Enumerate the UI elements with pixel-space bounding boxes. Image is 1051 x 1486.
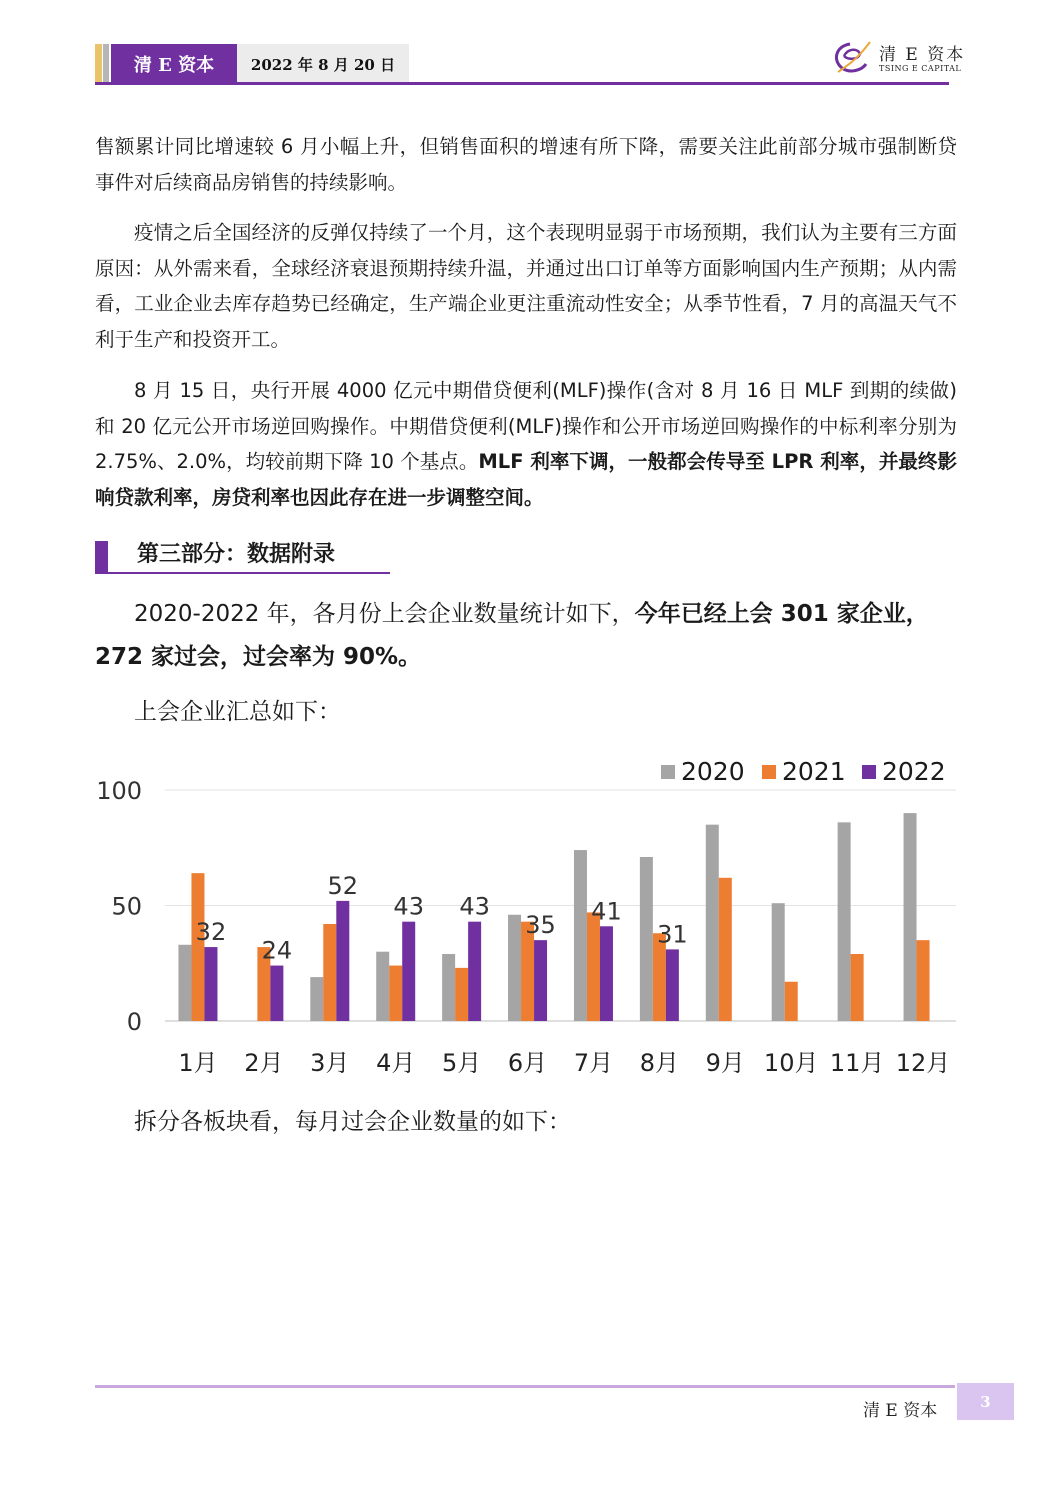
bar-2020-8 — [640, 857, 653, 1021]
data-label-2022-1: 32 — [195, 918, 227, 947]
paragraph-4-text: 2020-2022 年，各月份上会企业数量统计如下， — [134, 601, 635, 627]
paragraph-1: 售额累计同比增速较 6 月小幅上升，但销售面积的增速有所下降，需要关注此前部分城市强制断贷事件对后续商品房销售的持续影响。 — [95, 135, 957, 194]
paragraph-3-text: 8 月 15 日，央行开展 4000 亿元中期借贷便利(MLF)操作(含对 8 月 16 日 MLF 到期的续做)和 20 亿元公开市场逆回购操作。中期借贷便利(MLF)操作和公开市场逆回购操作的中标利率分别为 2.75%、2.0%，均较前期下降 10 个基点。 — [95, 379, 957, 473]
monthly-meeting-bar-chart — [90, 745, 970, 1090]
bar-2022-6 — [534, 940, 547, 1021]
x-tick-label-8: 8月 — [639, 1049, 680, 1077]
x-tick-label-9: 9月 — [705, 1049, 745, 1077]
footer-brand: 清 E 资本 — [863, 1401, 938, 1421]
bar-2021-5 — [455, 968, 468, 1021]
y-tick-label-100: 100 — [96, 777, 142, 805]
x-tick-label-3: 3月 — [310, 1049, 350, 1077]
data-label-2022-3: 52 — [327, 871, 359, 900]
section-heading-title: 第三部分：数据附录 — [137, 542, 336, 567]
data-label-2022-8: 31 — [657, 920, 688, 949]
bar-2022-8 — [666, 949, 679, 1021]
data-label-2022-7: 41 — [591, 897, 622, 926]
bar-2022-3 — [336, 901, 349, 1021]
bar-2021-11 — [851, 954, 864, 1021]
bar-2021-12 — [917, 940, 930, 1021]
paragraph-3-emphasis: MLF 利率下调，一般都会传导至 LPR 利率，并最终影响贷款利率，房贷利率也因此存在进一步调整空间。 — [95, 450, 957, 509]
bar-2021-3 — [323, 924, 336, 1021]
bar-2021-7 — [587, 912, 600, 1021]
x-tick-label-7: 7月 — [573, 1049, 614, 1077]
section-heading — [95, 538, 390, 574]
x-tick-label-11: 11月 — [829, 1049, 885, 1077]
bar-2020-12 — [904, 813, 917, 1021]
legend-label-2020: 2020 — [681, 757, 745, 786]
bar-2020-4 — [376, 952, 389, 1021]
bar-2022-1 — [204, 947, 217, 1021]
bar-2020-9 — [706, 825, 719, 1021]
y-tick-label-0: 0 — [126, 1008, 142, 1036]
header-divider — [95, 82, 949, 85]
bar-2020-6 — [508, 915, 521, 1021]
header-brand: 清 E 资本 — [111, 44, 237, 84]
x-tick-label-4: 4月 — [376, 1049, 416, 1077]
legend-label-2022: 2022 — [882, 757, 946, 786]
page-number: 3 — [957, 1383, 1014, 1420]
bar-2020-1 — [178, 945, 191, 1021]
bar-2021-10 — [785, 982, 798, 1021]
header-accent-gray — [103, 44, 109, 84]
bar-2020-3 — [310, 977, 323, 1021]
paragraph-4-emphasis: 今年已经上会 301 家企业，272 家过会，过会率为 90%。 — [95, 601, 929, 670]
data-label-2022-5: 43 — [459, 892, 490, 921]
bar-2022-2 — [270, 966, 283, 1021]
bar-2022-5 — [468, 922, 481, 1021]
y-tick-label-50: 50 — [111, 892, 142, 921]
legend-label-2021: 2021 — [782, 757, 846, 786]
data-label-2022-2: 24 — [261, 936, 293, 965]
header-accent-yellow — [95, 44, 102, 84]
bar-2021-9 — [719, 878, 732, 1021]
data-label-2022-6: 35 — [525, 911, 556, 940]
x-tick-label-12: 12月 — [895, 1049, 951, 1077]
bar-2021-4 — [389, 966, 402, 1021]
paragraph-3 — [95, 373, 957, 515]
bar-2020-10 — [772, 903, 785, 1021]
bar-2022-4 — [402, 922, 415, 1021]
paragraph-6: 拆分各板块看，每月过会企业数量的如下： — [134, 1109, 571, 1135]
logo-text-cn: 清 E 资本 — [879, 45, 966, 65]
bar-2022-7 — [600, 926, 613, 1021]
x-tick-label-5: 5月 — [441, 1049, 482, 1077]
paragraph-4 — [95, 593, 957, 679]
paragraph-5: 上会企业汇总如下： — [134, 699, 341, 725]
data-label-2022-4: 43 — [393, 892, 424, 921]
header-date: 2022 年 8 月 20 日 — [237, 44, 409, 84]
bar-2021-1 — [191, 873, 204, 1021]
bar-2020-5 — [442, 954, 455, 1021]
bar-2020-7 — [574, 850, 587, 1021]
x-tick-label-1: 1月 — [178, 1049, 218, 1077]
section-heading-marker — [95, 541, 108, 572]
x-tick-label-6: 6月 — [507, 1049, 548, 1077]
bar-2020-11 — [838, 822, 851, 1021]
x-tick-label-10: 10月 — [763, 1049, 819, 1077]
footer-divider — [95, 1385, 955, 1388]
logo-text-en: TSING E CAPITAL — [879, 64, 962, 73]
paragraph-2: 疫情之后全国经济的反弹仅持续了一个月，这个表现明显弱于市场预期，我们认为主要有三方面原因：从外需来看，全球经济衰退预期持续升温，并通过出口订单等方面影响国内生产预期；从内需看，工业企业去库存趋势已经确定，生产端企业更注重流动性安全；从季节性看，7 月的高温天气不利于生产和投资开工。 — [95, 221, 957, 351]
x-tick-label-2: 2月 — [244, 1049, 284, 1077]
